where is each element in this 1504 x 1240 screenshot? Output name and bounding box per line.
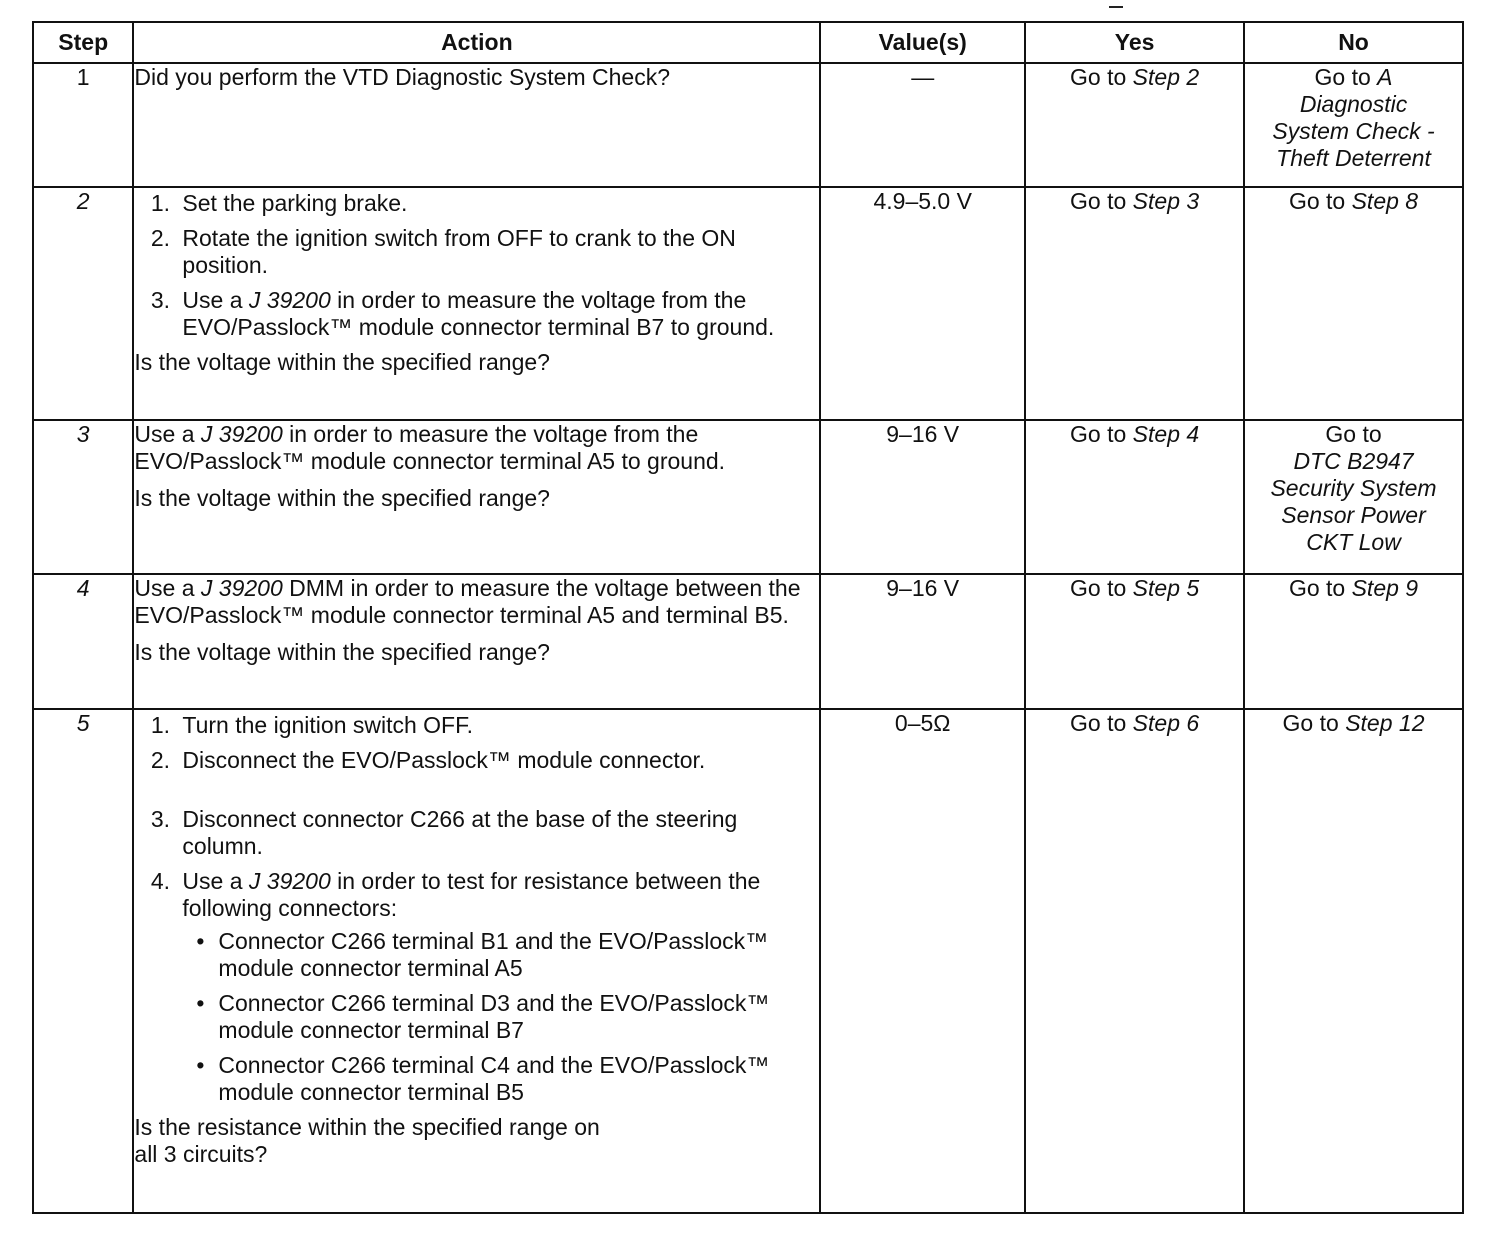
tool-prefix: Use a [182, 287, 243, 313]
yes-goto-prefix: Go to [1070, 575, 1127, 601]
yes-goto-ref: Step 6 [1132, 710, 1200, 736]
yes-cell [1025, 63, 1244, 187]
no-goto-line: Security System [1270, 475, 1437, 501]
action-step [176, 287, 819, 341]
action-cell [133, 709, 820, 1213]
no-goto-prefix: Go to [1325, 421, 1382, 447]
action-step: 1. Set the parking brake. [176, 190, 819, 217]
no-goto-ref: Step 12 [1345, 710, 1425, 736]
header-step: Step [33, 22, 133, 63]
action-question-line: all 3 circuits? [134, 1141, 268, 1167]
no-goto-line: Sensor Power [1281, 502, 1426, 528]
action-text: Did you perform the VTD Diagnostic System Check? [134, 64, 670, 90]
action-question: Is the voltage within the specified range? [134, 639, 550, 665]
bullet-item: • Connector C266 terminal B1 and the EVO/Passlock™ module connector terminal A5 [196, 928, 819, 982]
yes-cell [1025, 709, 1244, 1213]
no-goto-prefix: Go to [1288, 188, 1346, 214]
yes-goto-ref: Step 4 [1132, 421, 1200, 447]
no-goto-line: Diagnostic [1299, 91, 1408, 117]
no-goto-prefix: Go to [1282, 710, 1339, 736]
no-goto-prefix: Go to [1314, 64, 1371, 90]
no-goto-prefix: Go to [1288, 575, 1346, 601]
action-cell [133, 63, 820, 187]
action-question: Is the voltage within the specified range? [134, 485, 550, 511]
step-number: 2 [33, 187, 133, 420]
tool-ref: J 39200 [248, 868, 331, 894]
tool-prefix: Use a [134, 421, 195, 447]
header-values: Value(s) [820, 22, 1025, 63]
no-goto-line: Theft Deterrent [1276, 145, 1431, 171]
table-row [33, 709, 1463, 1213]
table-row [33, 187, 1463, 420]
tool-ref: J 39200 [200, 421, 283, 447]
yes-goto-prefix: Go to [1070, 64, 1127, 90]
connector-bullet-list [182, 928, 819, 1106]
action-step: 1. Turn the ignition switch OFF. [176, 712, 819, 739]
value-cell: 9–16 V [820, 420, 1025, 574]
no-goto-line: CKT Low [1306, 529, 1401, 555]
header-no: No [1244, 22, 1463, 63]
action-question [134, 1114, 819, 1168]
step-number: 3 [33, 420, 133, 574]
action-question: Is the voltage within the specified range? [134, 349, 550, 375]
no-goto-line: DTC B2947 [1293, 448, 1414, 474]
diagnostic-table [32, 21, 1464, 1214]
tool-prefix: Use a [182, 868, 243, 894]
action-step-text: in order to measure the voltage from the EVO/Passlock™ module connector terminal B7 to ground. [182, 287, 775, 340]
no-cell [1244, 574, 1463, 709]
no-goto-ref: Step 9 [1351, 575, 1419, 601]
header-action: Action [133, 22, 820, 63]
action-text-block [134, 575, 819, 629]
no-cell [1244, 709, 1463, 1213]
yes-goto-prefix: Go to [1070, 421, 1127, 447]
yes-cell [1025, 574, 1244, 709]
tool-ref: J 39200 [200, 575, 283, 601]
action-step: 2. Disconnect the EVO/Passlock™ module connector. [176, 747, 819, 774]
no-goto-line: A [1377, 64, 1393, 90]
yes-goto-prefix: Go to [1070, 710, 1127, 736]
action-steps-list [134, 712, 819, 1106]
action-cell [133, 187, 820, 420]
yes-cell [1025, 187, 1244, 420]
no-cell [1244, 420, 1463, 574]
step-number: 1 [33, 63, 133, 187]
value-cell: 9–16 V [820, 574, 1025, 709]
value-cell: 4.9–5.0 V [820, 187, 1025, 420]
value-cell: — [820, 63, 1025, 187]
yes-cell [1025, 420, 1244, 574]
action-text-block [134, 421, 819, 475]
no-goto-line: System Check - [1272, 118, 1435, 144]
bullet-item: • Connector C266 terminal D3 and the EVO/Passlock™ module connector terminal B7 [196, 990, 819, 1044]
no-cell [1244, 63, 1463, 187]
action-step: 2. Rotate the ignition switch from OFF to crank to the ON position. [176, 225, 819, 279]
action-cell [133, 420, 820, 574]
action-step [176, 868, 819, 1106]
tool-prefix: Use a [134, 575, 195, 601]
yes-goto-ref: Step 2 [1132, 64, 1200, 90]
step-number: 4 [33, 574, 133, 709]
scan-artifact-dash [1109, 6, 1123, 8]
value-cell: 0–5Ω [820, 709, 1025, 1213]
header-row [33, 22, 1463, 63]
table-row [33, 63, 1463, 187]
yes-goto-ref: Step 3 [1132, 188, 1200, 214]
no-goto-ref: Step 8 [1351, 188, 1419, 214]
action-question-line: Is the resistance within the specified range on [134, 1114, 600, 1140]
bullet-item: • Connector C266 terminal C4 and the EVO/Passlock™ module connector terminal B5 [196, 1052, 819, 1106]
action-text: DMM in order to measure the voltage between the EVO/Passlock™ module connector terminal A5 and terminal B5. [134, 575, 801, 628]
action-step-text: in order to test for resistance between the following connectors: [182, 868, 761, 921]
table-row [33, 420, 1463, 574]
yes-goto-prefix: Go to [1070, 188, 1127, 214]
step-number: 5 [33, 709, 133, 1213]
action-text: in order to measure the voltage from the EVO/Passlock™ module connector terminal A5 to ground. [134, 421, 726, 474]
no-cell [1244, 187, 1463, 420]
action-step: 3. Disconnect connector C266 at the base of the steering column. [176, 806, 819, 860]
table-row [33, 574, 1463, 709]
yes-goto-ref: Step 5 [1132, 575, 1200, 601]
tool-ref: J 39200 [248, 287, 331, 313]
header-yes: Yes [1025, 22, 1244, 63]
action-cell [133, 574, 820, 709]
action-steps-list [134, 190, 819, 341]
